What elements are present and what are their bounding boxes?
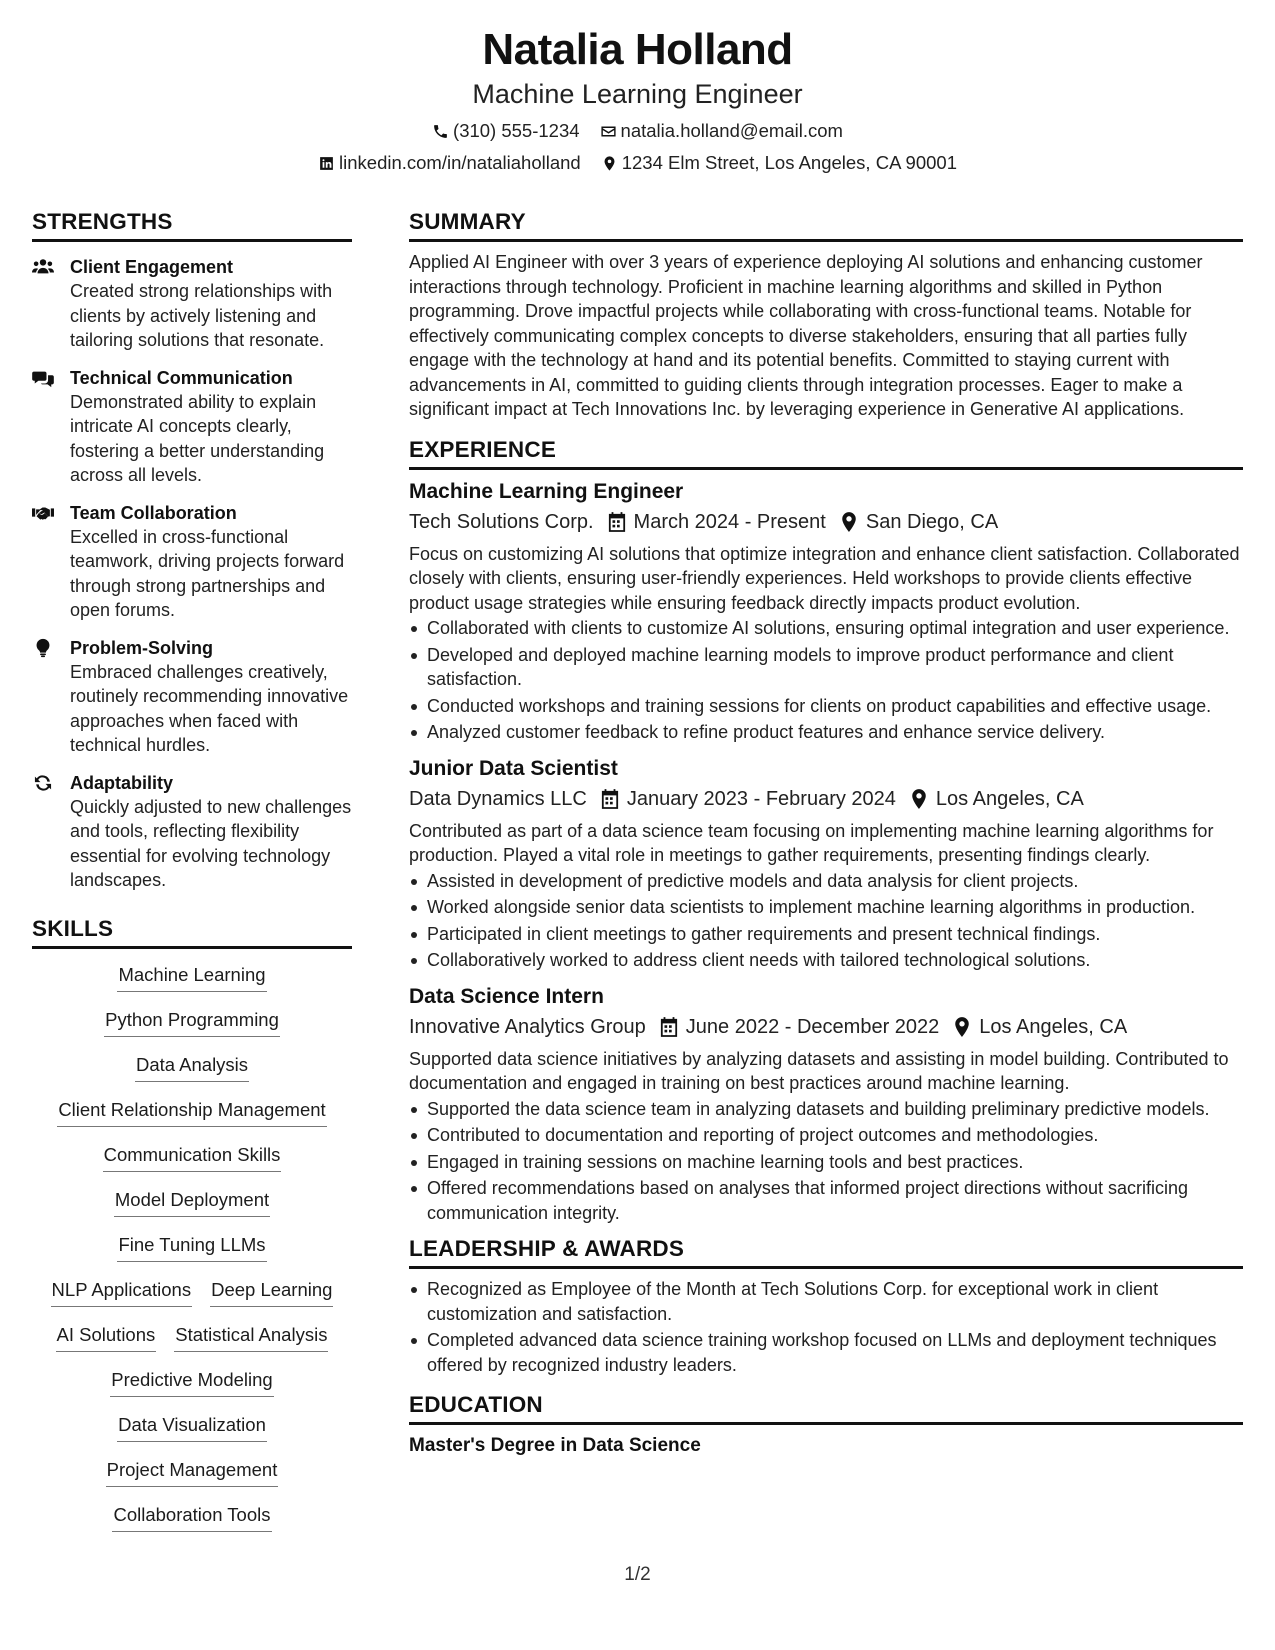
strength-item (32, 255, 352, 353)
bullet-item: Participated in client meetings to gather requirements and present technical findings. (409, 922, 1243, 947)
calendar-icon (608, 512, 626, 532)
left-column (32, 208, 352, 1548)
strength-item (32, 501, 352, 623)
summary-section (409, 208, 1243, 422)
leadership-bullets (409, 1277, 1243, 1377)
users-icon (32, 257, 54, 277)
strength-title: Team Collaboration (70, 502, 237, 523)
strengths-heading: STRENGTHS (32, 209, 173, 234)
bullet-item: Recognized as Employee of the Month at Tech Solutions Corp. for exceptional work in client customization and satisfaction. (409, 1277, 1243, 1326)
strengths-section (32, 208, 352, 893)
skill-tag: Data Analysis (135, 1053, 249, 1082)
calendar-icon (601, 789, 619, 809)
skill-tag: NLP Applications (51, 1278, 193, 1307)
bullet-item: Supported the data science team in analyzing datasets and building preliminary predictive models. (409, 1097, 1243, 1122)
job-dates: January 2023 - February 2024 (626, 787, 896, 810)
skill-tag: Deep Learning (210, 1278, 333, 1307)
summary-text: Applied AI Engineer with over 3 years of experience deploying AI solutions and enhancing customer interactions through technology. Proficient in machine learning algorithms and skilled in Python programming. Drove impactful projects while collaborating with cross-functional teams. Notable for effectively communicating complex concepts to diverse stakeholders, ensuring that all parties fully engage with the technology at hand and its potential benefits. Committed to staying current with advancements in AI, committed to guiding clients through integration processes. Eager to make a significant impact at Tech Innovations Inc. by leveraging experience in Generative AI applications. (409, 252, 1203, 419)
candidate-name: Natalia Holland (482, 25, 793, 74)
address-text: 1234 Elm Street, Los Angeles, CA 90001 (621, 152, 957, 173)
skills-section (32, 915, 352, 1548)
education-degree: Master's Degree in Data Science (409, 1435, 701, 1456)
bullet-item: Developed and deployed machine learning models to improve product performance and client satisfaction. (409, 643, 1243, 692)
skill-tag: Machine Learning (117, 963, 266, 992)
job-meta (409, 785, 1243, 813)
job-description: Focus on customizing AI solutions that optimize integration and enhance client satisfaction. Collaborated closely with clients, ensuring user-friendly experiences. Held workshops to provide clients effective product usage strategies while ensuring feedback directly impacts product evolution. (409, 543, 1240, 613)
section-divider (32, 239, 352, 242)
bullet-item: Offered recommendations based on analyses that informed project directions without sacrificing communication integrity. (409, 1176, 1243, 1225)
education-heading: EDUCATION (409, 1392, 543, 1417)
job-bullets (409, 1097, 1243, 1226)
lightbulb-icon (32, 638, 54, 658)
job-title: Junior Data Scientist (409, 756, 618, 780)
skills-list (32, 963, 352, 1548)
strength-title: Client Engagement (70, 257, 234, 277)
strength-desc: Demonstrated ability to explain intricate AI concepts clearly, fostering a better understanding across all levels. (70, 391, 325, 485)
map-pin-icon (910, 789, 928, 809)
job-location: Los Angeles, CA (979, 1015, 1128, 1038)
job-location: Los Angeles, CA (935, 787, 1084, 810)
strength-desc: Excelled in cross-functional teamwork, driving projects forward through strong partnerships and open forums. (70, 526, 345, 620)
email-text[interactable]: natalia.holland@email.com (620, 120, 843, 141)
bullet-item: Engaged in training sessions on machine learning tools and best practices. (409, 1150, 1243, 1175)
job-description: Supported data science initiatives by analyzing datasets and assisting in model building. Contributed to documentation and engaged in training on best practices around machine learning. (409, 1048, 1229, 1093)
skill-tag: Client Relationship Management (57, 1098, 326, 1127)
strength-item (32, 771, 352, 893)
map-pin-icon (601, 155, 618, 172)
skill-tag: AI Solutions (56, 1323, 157, 1352)
strength-title: Problem-Solving (70, 637, 214, 658)
map-pin-icon (953, 1017, 971, 1037)
section-divider (409, 1266, 1243, 1269)
education-section (409, 1391, 1243, 1459)
job-title: Data Science Intern (409, 984, 604, 1008)
bullet-item: Collaboratively worked to address client needs with tailored technological solutions. (409, 948, 1243, 973)
page-number: 1/2 (624, 1564, 651, 1585)
job-location: San Diego, CA (865, 510, 999, 533)
strength-item (32, 636, 352, 758)
leadership-heading: LEADERSHIP & AWARDS (409, 1236, 685, 1261)
contact-phone (432, 120, 580, 142)
skill-tag: Fine Tuning LLMs (117, 1233, 266, 1262)
linkedin-text[interactable]: linkedin.com/in/nataliaholland (339, 152, 581, 173)
job-bullets (409, 869, 1243, 973)
experience-section (409, 436, 1243, 1226)
section-divider (409, 467, 1243, 470)
job-company: Tech Solutions Corp. (409, 510, 594, 533)
skill-tag: Project Management (106, 1458, 279, 1487)
bullet-item: Worked alongside senior data scientists to implement machine learning algorithms in production. (409, 895, 1243, 920)
contact-line-2 (0, 152, 1275, 174)
bullet-item: Completed advanced data science training workshop focused on LLMs and deployment techniques offered by recognized industry leaders. (409, 1328, 1243, 1377)
leadership-section (409, 1235, 1243, 1377)
job-entry (409, 755, 1243, 973)
bullet-item: Conducted workshops and training sessions for clients on product capabilities and effective usage. (409, 694, 1243, 719)
summary-heading: SUMMARY (409, 209, 526, 234)
section-divider (409, 239, 1243, 242)
job-title: Machine Learning Engineer (409, 479, 684, 503)
skill-tag: Collaboration Tools (112, 1503, 271, 1532)
chat-bubbles-icon (32, 368, 54, 388)
strength-desc: Created strong relationships with clients by actively listening and tailoring solutions that resonate. (70, 281, 333, 350)
strength-desc: Embraced challenges creatively, routinely recommending innovative approaches when faced with technical hurdles. (70, 661, 349, 755)
bullet-item: Collaborated with clients to customize AI solutions, ensuring optimal integration and user experience. (409, 616, 1243, 641)
job-bullets (409, 616, 1243, 745)
strength-title: Technical Communication (70, 367, 293, 388)
skill-tag: Model Deployment (114, 1188, 270, 1217)
job-entry (409, 983, 1243, 1226)
contact-line-1 (0, 120, 1275, 142)
linkedin-icon (318, 155, 335, 172)
contact-email[interactable] (600, 120, 843, 142)
skill-tag: Communication Skills (103, 1143, 282, 1172)
contact-address (601, 152, 957, 174)
job-meta (409, 1013, 1243, 1041)
strength-desc: Quickly adjusted to new challenges and tools, reflecting flexibility essential for evolving technology landscapes. (70, 796, 352, 890)
envelope-icon (600, 123, 617, 140)
skill-tag: Statistical Analysis (174, 1323, 328, 1352)
job-dates: June 2022 - December 2022 (685, 1015, 940, 1038)
strength-title: Adaptability (70, 772, 174, 793)
experience-heading: EXPERIENCE (409, 436, 557, 462)
skill-tag: Data Visualization (117, 1413, 267, 1442)
strength-item (32, 366, 352, 488)
skill-tag: Python Programming (104, 1008, 280, 1037)
job-entry (409, 478, 1243, 745)
skill-tag: Predictive Modeling (110, 1368, 273, 1397)
section-divider (409, 1422, 1243, 1425)
bullet-item: Analyzed customer feedback to refine product features and enhance service delivery. (409, 720, 1243, 745)
resume-header (0, 22, 1275, 174)
skills-heading: SKILLS (32, 915, 114, 941)
job-meta (409, 508, 1243, 536)
map-pin-icon (840, 512, 858, 532)
calendar-icon (660, 1017, 678, 1037)
section-divider (32, 946, 352, 949)
job-company: Data Dynamics LLC (409, 787, 587, 810)
handshake-icon (32, 503, 54, 523)
refresh-icon (32, 773, 54, 793)
bullet-item: Assisted in development of predictive models and data analysis for client projects. (409, 869, 1243, 894)
job-description: Contributed as part of a data science team focusing on implementing machine learning algorithms for production. Played a vital role in meetings to gather requirements, presenting findings clearly. (409, 820, 1214, 865)
right-column (409, 208, 1243, 1459)
phone-text: (310) 555-1234 (453, 120, 580, 141)
job-dates: March 2024 - Present (633, 510, 826, 533)
bullet-item: Contributed to documentation and reporting of project outcomes and methodologies. (409, 1123, 1243, 1148)
candidate-title: Machine Learning Engineer (472, 79, 803, 109)
phone-icon (432, 123, 449, 140)
job-company: Innovative Analytics Group (409, 1015, 646, 1038)
contact-linkedin[interactable] (318, 152, 581, 174)
